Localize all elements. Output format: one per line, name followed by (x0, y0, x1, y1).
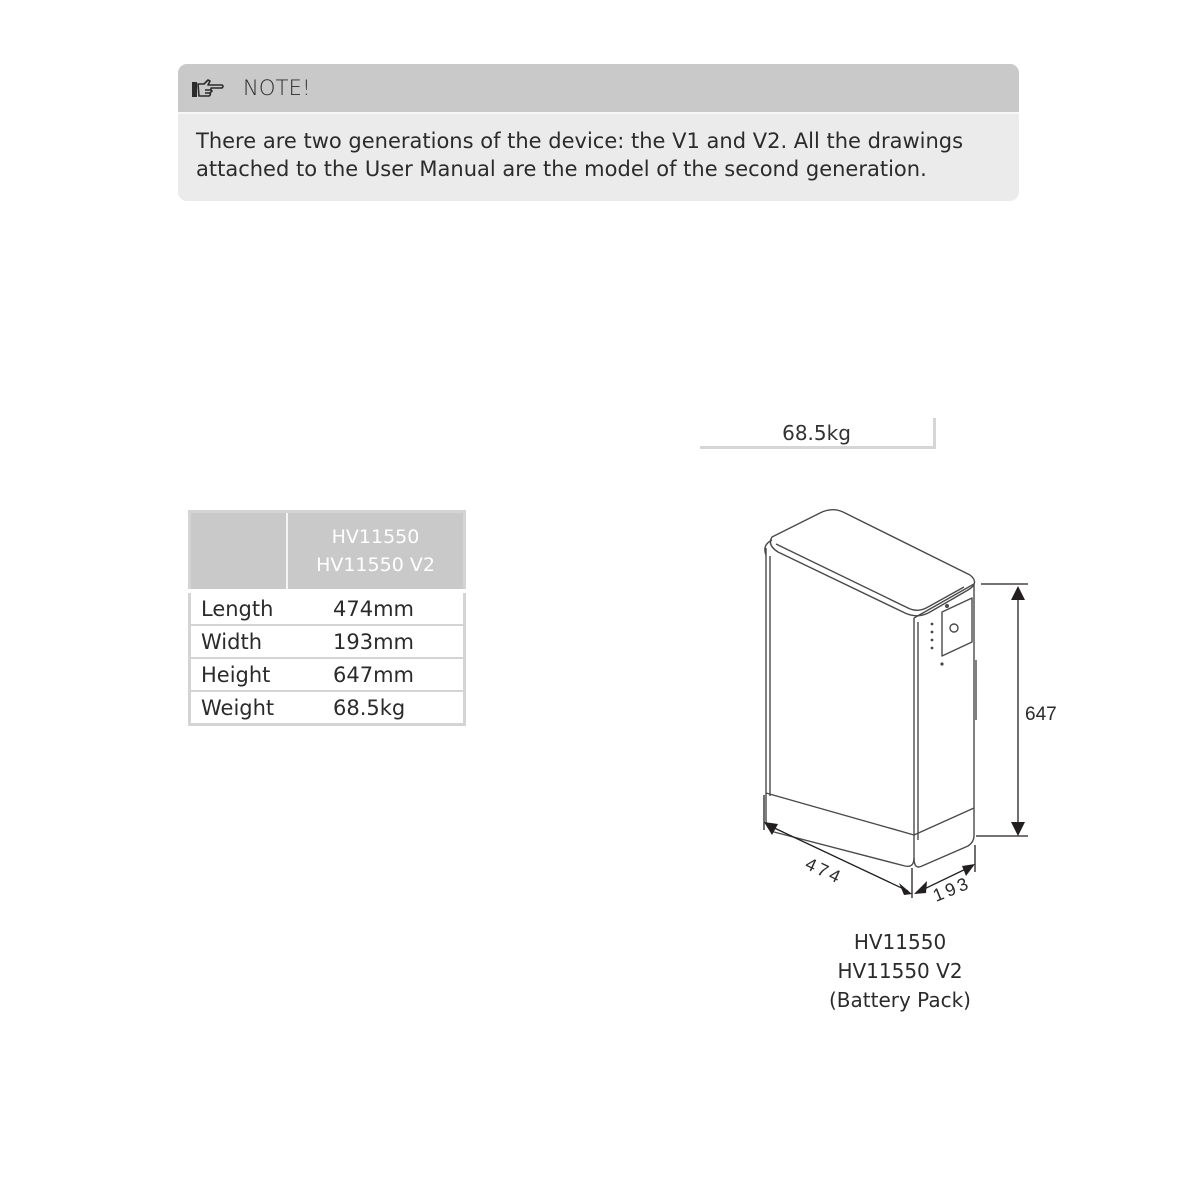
indicator-led (940, 662, 943, 665)
height-dimension-label: 647 (1025, 704, 1057, 725)
connector-port (950, 624, 958, 632)
arrow-head (899, 883, 912, 895)
battery-base-line (766, 793, 914, 835)
battery-front-base-line (914, 808, 974, 835)
caption-model-v2: HV11550 V2 (837, 959, 963, 983)
spec-label: Length (190, 591, 288, 625)
battery-top-face (770, 510, 974, 616)
note-header (178, 64, 1019, 114)
caption-model: HV11550 (853, 930, 947, 954)
battery-top-edge (776, 544, 964, 610)
table-row (190, 625, 465, 658)
spec-value: 474mm (287, 591, 465, 625)
table-row (190, 591, 465, 625)
arrow-head (914, 881, 927, 894)
indicator-led (945, 604, 949, 608)
specs-header-blank (190, 512, 288, 592)
specs-header-model (287, 512, 465, 592)
length-dimension-label: 474 (802, 853, 847, 889)
spec-label: Height (190, 658, 288, 691)
arrow-head (1011, 822, 1025, 836)
width-dimension-label: 193 (930, 872, 974, 906)
spec-value: 68.5kg (287, 691, 465, 725)
battery-front-face (914, 584, 974, 867)
specs-table (188, 510, 466, 726)
table-row (190, 658, 465, 691)
note-text (178, 114, 1019, 183)
battery-side-face (766, 548, 914, 866)
indicator-led (931, 639, 934, 642)
note-box (178, 64, 1019, 201)
battery-pack-drawing (740, 490, 1070, 910)
indicator-led (931, 647, 934, 650)
pointing-hand-icon (191, 77, 225, 99)
arrow-head (1011, 586, 1025, 600)
indicator-led (931, 623, 934, 626)
drawing-caption (790, 928, 1010, 1015)
weight-label: 68.5kg (782, 421, 851, 445)
note-label: NOTE! (243, 76, 311, 100)
weight-label-box (700, 418, 936, 449)
spec-value: 193mm (287, 625, 465, 658)
model-name-v2: HV11550 V2 (316, 554, 435, 576)
table-row (190, 691, 465, 725)
indicator-led (931, 631, 934, 634)
spec-label: Width (190, 625, 288, 658)
note-text-line: attached to the User Manual are the model of the second generation. (196, 157, 927, 181)
caption-description: (Battery Pack) (829, 988, 971, 1012)
spec-value: 647mm (287, 658, 465, 691)
specs-header-row (190, 512, 465, 592)
note-text-line: There are two generations of the device: the V1 and V2. All the drawings (196, 129, 964, 153)
model-name: HV11550 (331, 526, 420, 548)
spec-label: Weight (190, 691, 288, 725)
